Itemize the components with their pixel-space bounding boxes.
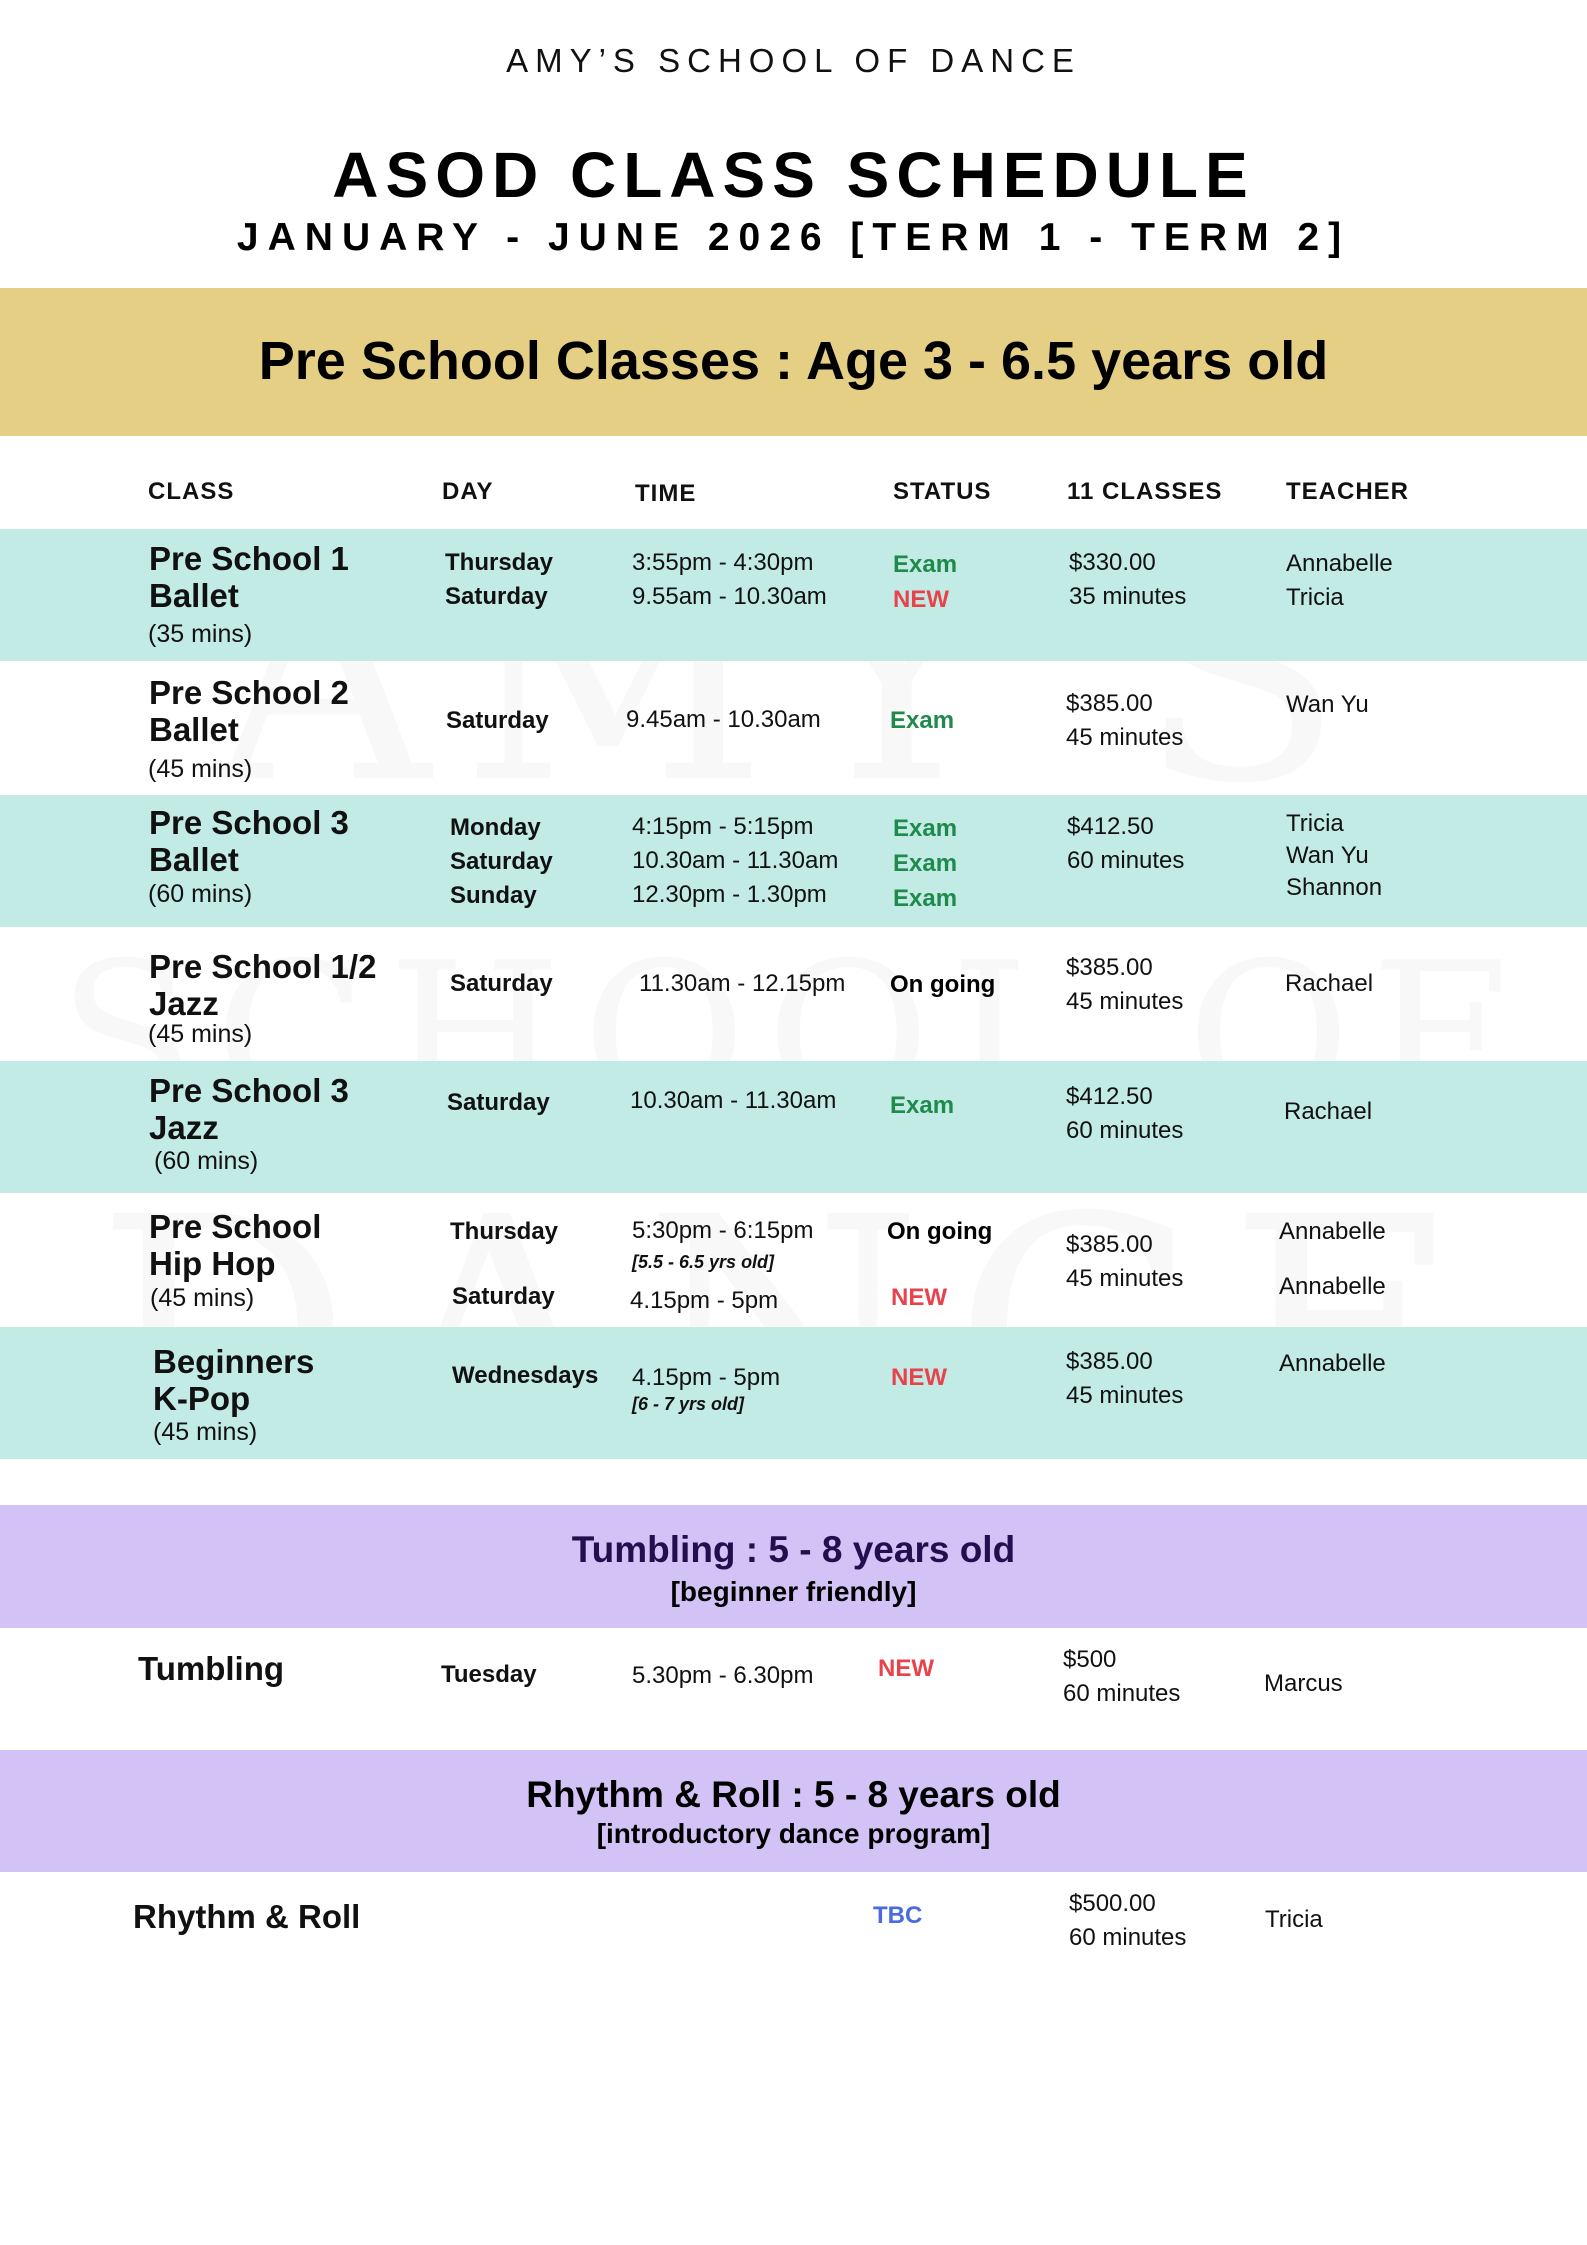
price: $385.00 xyxy=(1066,1231,1153,1258)
age-note: [6 - 7 yrs old] xyxy=(632,1394,745,1414)
length: 60 minutes xyxy=(1066,1117,1184,1144)
class-duration: (60 mins) xyxy=(154,1147,259,1175)
rhythm-section-banner xyxy=(0,1750,1587,1872)
class-teachers xyxy=(1285,968,1373,1000)
class-statuses xyxy=(893,811,957,916)
class-duration: (60 mins) xyxy=(148,880,253,908)
column-header-class: CLASS xyxy=(148,478,235,505)
price: $330.00 xyxy=(1069,549,1156,576)
class-time: 5.30pm - 6.30pm xyxy=(632,1662,814,1689)
class-statuses xyxy=(893,547,957,617)
tumbling-section-banner xyxy=(0,1505,1587,1628)
day: Saturday xyxy=(450,970,553,997)
length: 60 minutes xyxy=(1069,1924,1187,1951)
time: 10.30am - 11.30am xyxy=(632,847,839,874)
time: 3:55pm - 4:30pm xyxy=(632,549,814,576)
class-statuses xyxy=(890,1088,954,1123)
teacher: Annabelle xyxy=(1279,1218,1386,1245)
day: Saturday xyxy=(445,583,548,610)
class-name-line: Hip Hop xyxy=(149,1245,276,1282)
class-name xyxy=(149,948,376,1022)
class-name xyxy=(149,1072,349,1146)
class-name-line: Pre School 3 xyxy=(149,1072,349,1109)
class-price xyxy=(1066,1080,1183,1148)
class-duration: (35 mins) xyxy=(148,620,253,648)
class-times xyxy=(639,967,845,1001)
time: 12.30pm - 1.30pm xyxy=(632,881,827,908)
time: 10.30am - 11.30am xyxy=(630,1087,837,1114)
class-day: Thursday xyxy=(450,1218,559,1245)
class-name-line: Pre School 2 xyxy=(149,674,349,711)
status-exam: Exam xyxy=(893,850,958,877)
status-on-going: On going xyxy=(890,971,996,998)
class-teachers xyxy=(1286,808,1382,904)
page-title: ASOD CLASS SCHEDULE xyxy=(332,139,1255,211)
class-duration: (45 mins) xyxy=(148,1020,253,1048)
class-time: 4.15pm - 5pm xyxy=(630,1287,779,1314)
status-new: NEW xyxy=(878,1655,934,1682)
class-days xyxy=(450,811,553,913)
day: Saturday xyxy=(450,848,553,875)
price: $385.00 xyxy=(1066,690,1153,717)
class-name-line: Pre School 1/2 xyxy=(149,948,377,985)
class-price xyxy=(1066,951,1183,1019)
length: 60 minutes xyxy=(1067,847,1185,874)
class-times xyxy=(626,703,821,737)
price: $500.00 xyxy=(1069,1890,1156,1917)
class-teachers xyxy=(1286,689,1369,721)
class-times xyxy=(632,546,827,614)
status-exam: Exam xyxy=(893,815,958,842)
class-times xyxy=(630,1084,836,1118)
class-name: Tumbling xyxy=(138,1650,285,1687)
class-price xyxy=(1069,1887,1186,1955)
class-price xyxy=(1066,1228,1183,1296)
class-name-line: Jazz xyxy=(149,1109,219,1146)
teacher: Rachael xyxy=(1285,970,1374,997)
class-name xyxy=(149,804,349,878)
class-price xyxy=(1066,687,1183,755)
class-day: Saturday xyxy=(452,1283,555,1310)
day: Wednesdays xyxy=(452,1362,599,1389)
time: 11.30am - 12.15pm xyxy=(639,970,846,997)
teacher: Shannon xyxy=(1286,874,1383,901)
price: $412.50 xyxy=(1067,813,1154,840)
teacher: Annabelle xyxy=(1279,1273,1386,1300)
class-name-line: Pre School 1 xyxy=(149,540,349,577)
class-time: 5:30pm - 6:15pm xyxy=(632,1217,814,1244)
teacher: Tricia xyxy=(1265,1906,1323,1933)
class-name-line: Ballet xyxy=(149,577,239,614)
status-new: NEW xyxy=(891,1284,947,1311)
age-note: [5.5 - 6.5 yrs old] xyxy=(632,1252,775,1272)
class-name-line: Ballet xyxy=(149,711,239,748)
teacher: Tricia xyxy=(1286,810,1344,837)
day: Saturday xyxy=(446,707,549,734)
class-name: Rhythm & Roll xyxy=(133,1898,361,1935)
class-name xyxy=(153,1343,314,1417)
class-price xyxy=(1063,1643,1180,1711)
rhythm-section-title: Rhythm & Roll : 5 - 8 years old xyxy=(526,1774,1061,1815)
preschool-section-banner xyxy=(0,288,1587,436)
class-name-line: Pre School 3 xyxy=(149,804,349,841)
class-teachers xyxy=(1286,547,1393,615)
class-price xyxy=(1069,546,1186,614)
length: 45 minutes xyxy=(1066,1265,1184,1292)
class-duration: (45 mins) xyxy=(148,755,253,783)
class-time: 4.15pm - 5pm xyxy=(632,1364,781,1391)
class-days xyxy=(450,967,553,1001)
status-new: NEW xyxy=(893,586,949,613)
price: $500 xyxy=(1063,1646,1117,1673)
class-teachers xyxy=(1284,1096,1372,1128)
class-days xyxy=(445,546,553,614)
column-header-time: TIME xyxy=(635,480,697,507)
class-duration: (45 mins) xyxy=(153,1418,258,1446)
teacher: Marcus xyxy=(1264,1670,1343,1697)
rhythm-section-subtitle: [introductory dance program] xyxy=(596,1818,991,1849)
day: Thursday xyxy=(445,549,554,576)
teacher: Annabelle xyxy=(1286,550,1393,577)
tumbling-section-subtitle: [beginner friendly] xyxy=(670,1576,917,1607)
price: $385.00 xyxy=(1066,1348,1153,1375)
status-exam: Exam xyxy=(890,1092,955,1119)
class-name-line: Jazz xyxy=(149,985,219,1022)
column-header-11-classes: 11 CLASSES xyxy=(1067,478,1223,505)
length: 45 minutes xyxy=(1066,1382,1184,1409)
time: 9.55am - 10.30am xyxy=(632,583,827,610)
school-name: AMY’S SCHOOL OF DANCE xyxy=(506,42,1081,79)
status-tbc: TBC xyxy=(873,1902,923,1929)
status-exam: Exam xyxy=(893,551,958,578)
class-duration: (45 mins) xyxy=(150,1284,255,1312)
column-header-status: STATUS xyxy=(893,478,992,505)
teacher: Annabelle xyxy=(1279,1350,1386,1377)
preschool-section-title: Pre School Classes : Age 3 - 6.5 years old xyxy=(258,331,1329,391)
status-on-going: On going xyxy=(887,1218,993,1245)
class-days xyxy=(447,1086,550,1120)
length: 45 minutes xyxy=(1066,724,1184,751)
tumbling-section-title: Tumbling : 5 - 8 years old xyxy=(571,1529,1016,1570)
day: Sunday xyxy=(450,882,537,909)
class-price xyxy=(1066,1345,1183,1413)
class-name-line: Ballet xyxy=(149,841,239,878)
price: $412.50 xyxy=(1066,1083,1153,1110)
class-name xyxy=(149,674,349,748)
status-exam: Exam xyxy=(890,707,955,734)
class-statuses xyxy=(890,967,995,1002)
length: 35 minutes xyxy=(1069,583,1187,610)
length: 60 minutes xyxy=(1063,1680,1181,1707)
teacher: Rachael xyxy=(1284,1098,1373,1125)
class-days xyxy=(452,1359,598,1393)
class-times xyxy=(632,810,838,912)
class-name-line: Pre School xyxy=(149,1208,322,1245)
time: 9.45am - 10.30am xyxy=(626,706,821,733)
day: Monday xyxy=(450,814,541,841)
price: $385.00 xyxy=(1066,954,1153,981)
class-day: Tuesday xyxy=(441,1661,537,1688)
class-name xyxy=(149,1208,321,1282)
teacher: Wan Yu xyxy=(1286,691,1369,718)
day: Saturday xyxy=(447,1089,550,1116)
class-name xyxy=(149,540,349,614)
status-new: NEW xyxy=(891,1364,947,1391)
time: 4:15pm - 5:15pm xyxy=(632,813,814,840)
teacher: Tricia xyxy=(1286,584,1344,611)
status-exam: Exam xyxy=(893,885,958,912)
class-name-line: Beginners xyxy=(153,1343,315,1380)
class-statuses xyxy=(890,703,954,738)
column-header-teacher: TEACHER xyxy=(1286,478,1410,505)
length: 45 minutes xyxy=(1066,988,1184,1015)
class-days xyxy=(446,704,549,738)
page-subtitle: JANUARY - JUNE 2026 [TERM 1 - TERM 2] xyxy=(236,216,1351,259)
class-name-line: K-Pop xyxy=(153,1380,251,1417)
class-price xyxy=(1067,810,1184,878)
column-header-day: DAY xyxy=(442,478,494,505)
teacher: Wan Yu xyxy=(1286,842,1369,869)
